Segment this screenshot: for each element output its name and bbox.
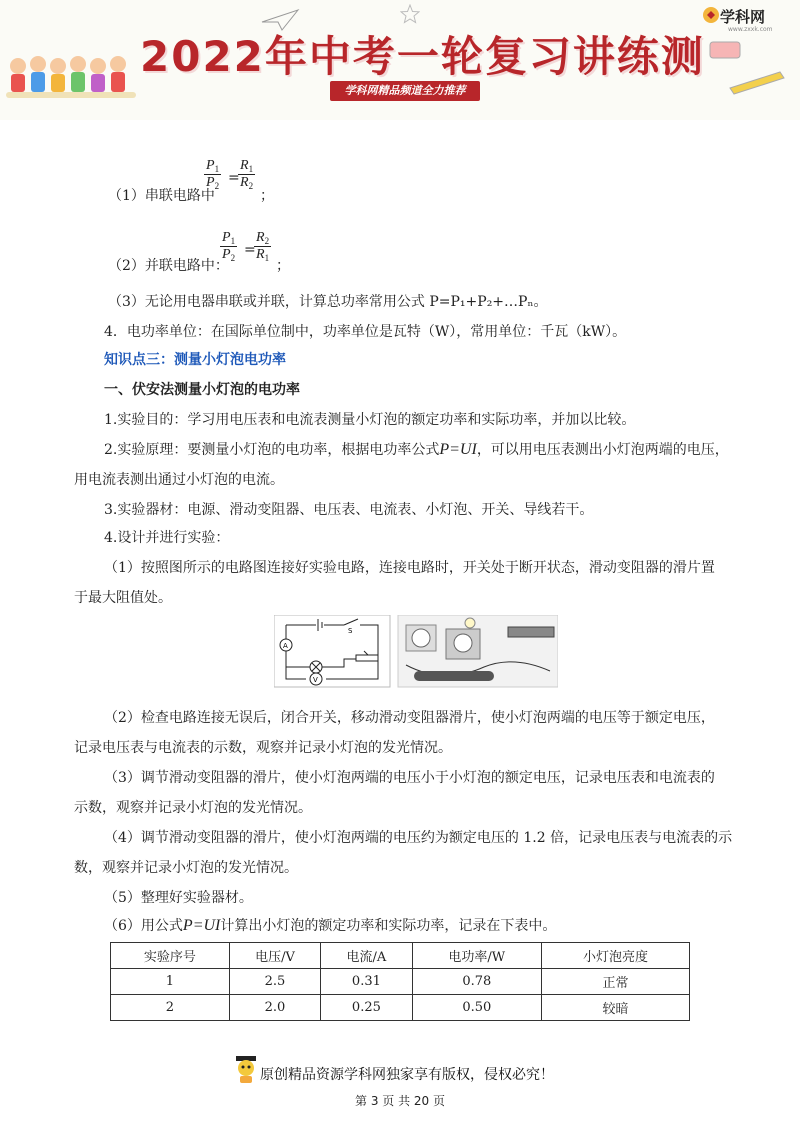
logo-url: www.zxxk.com <box>728 26 773 33</box>
table-cell: 1 <box>111 969 230 995</box>
table-cell: 0.50 <box>412 995 541 1021</box>
step-1-text: （1）按照图所示的电路图连接好实验电路，连接电路时，开关处于断开状态，滑动变阻器的滑片置 <box>104 560 715 576</box>
circuit-figure <box>274 615 558 690</box>
table-cell: 0.78 <box>412 969 541 995</box>
mascot-icon <box>234 1054 258 1084</box>
series-resistance-fraction: $\frac{R_1}{R_2}$ <box>240 158 254 191</box>
table-cell: 2.0 <box>229 995 320 1021</box>
svg-text:A: A <box>283 642 288 650</box>
power-formula: P=UI <box>439 441 477 458</box>
table-header-cell: 小灯泡亮度 <box>542 943 690 969</box>
step-4-text-cont: 数，观察并记录小灯泡的发光情况。 <box>74 860 298 876</box>
series-circuit-line: （1）串联电路中 <box>108 188 215 204</box>
power-unit-line: 4．电功率单位：在国际单位制中，功率单位是瓦特（W），常用单位：千瓦（kW）。 <box>104 324 627 340</box>
table-cell: 2.5 <box>229 969 320 995</box>
svg-text:V: V <box>313 676 318 684</box>
experiment-principle-cont: 用电流表测出通过小灯泡的电流。 <box>74 472 284 488</box>
table-header-row <box>111 943 690 969</box>
parallel-circuit-line: （2）并联电路中： <box>108 258 229 274</box>
children-illustration <box>6 52 136 102</box>
table-cell: 正常 <box>542 969 690 995</box>
banner-subtitle: 学科网精品频道全力推荐 <box>330 81 480 101</box>
page-number: 第 3 页 共 20 页 <box>355 1094 445 1108</box>
apparatus-photo <box>398 615 558 687</box>
table-cell: 2 <box>111 995 230 1021</box>
parallel-resistance-fraction: $\frac{R_2}{R_1}$ <box>256 230 270 263</box>
experiment-equipment: 3.实验器材：电源、滑动变阻器、电压表、电流表、小灯泡、开关、导线若干。 <box>104 502 594 518</box>
table-cell: 较暗 <box>542 995 690 1021</box>
copyright-notice: 原创精品资源学科网独家享有版权，侵权必究！ <box>260 1067 554 1083</box>
logo-icon <box>702 6 720 24</box>
step-5-text: （5）整理好实验器材。 <box>104 890 253 906</box>
step-3-text: （3）调节滑动变阻器的滑片，使小灯泡两端的电压小于小灯泡的额定电压，记录电压表和电流表的 <box>104 770 715 786</box>
table-row <box>111 995 690 1021</box>
section-heading: 一、伏安法测量小灯泡的电功率 <box>104 382 300 398</box>
parallel-line-end: ； <box>276 258 290 274</box>
table-header-cell: 实验序号 <box>111 943 230 969</box>
power-formula: P=UI <box>182 917 221 934</box>
experiment-design: 4.设计并进行实验： <box>104 530 230 546</box>
series-power-fraction: $\frac{P_1}{P_2}$ <box>206 158 220 191</box>
series-line-end: ； <box>260 188 274 204</box>
star-icon <box>400 4 420 24</box>
table-header-cell: 电功率/W <box>412 943 541 969</box>
knowledge-point-heading: 知识点三：测量小灯泡电功率 <box>104 352 286 368</box>
eraser-pencil-icon <box>700 36 790 96</box>
step-4-text: （4）调节滑动变阻器的滑片，使小灯泡两端的电压约为额定电压的 1.2 倍，记录电压表与电流表的示 <box>104 830 733 846</box>
table-header-cell: 电压/V <box>229 943 320 969</box>
table-header-cell: 电流/A <box>321 943 412 969</box>
table-cell: 0.25 <box>321 995 412 1021</box>
equals-sign: = <box>228 170 240 186</box>
equals-sign: = <box>244 242 256 258</box>
header-banner <box>0 0 800 120</box>
logo-text: 学科网 <box>720 8 766 26</box>
svg-text:S: S <box>348 627 353 635</box>
results-table <box>110 942 690 1021</box>
step-1-text-cont: 于最大阻值处。 <box>74 590 172 606</box>
step-2-text-cont: 记录电压表与电流表的示数，观察并记录小灯泡的发光情况。 <box>74 740 452 756</box>
step-3-text-cont: 示数，观察并记录小灯泡的发光情况。 <box>74 800 312 816</box>
banner-title: 2022年中考一轮复习讲练测 <box>140 32 705 81</box>
experiment-purpose: 1.实验目的：学习用电压表和电流表测量小灯泡的额定功率和实际功率，并加以比较。 <box>104 412 636 428</box>
step-2-text: （2）检查电路连接无误后，闭合开关，移动滑动变阻器滑片，使小灯泡两端的电压等于额定电压， <box>104 710 715 726</box>
parallel-power-fraction: $\frac{P_1}{P_2}$ <box>222 230 236 263</box>
step-6-text: （6）用公式P=UI计算出小灯泡的额定功率和实际功率，记录在下表中。 <box>104 917 557 934</box>
table-row <box>111 969 690 995</box>
table-cell: 0.31 <box>321 969 412 995</box>
experiment-principle: 2.实验原理：要测量小灯泡的电功率，根据电功率公式P=UI，可以用电压表测出小灯泡两端的电压， <box>104 441 729 458</box>
total-power-line: （3）无论用电器串联或并联，计算总功率常用公式 P=P₁+P₂+…Pₙ。 <box>108 294 548 310</box>
